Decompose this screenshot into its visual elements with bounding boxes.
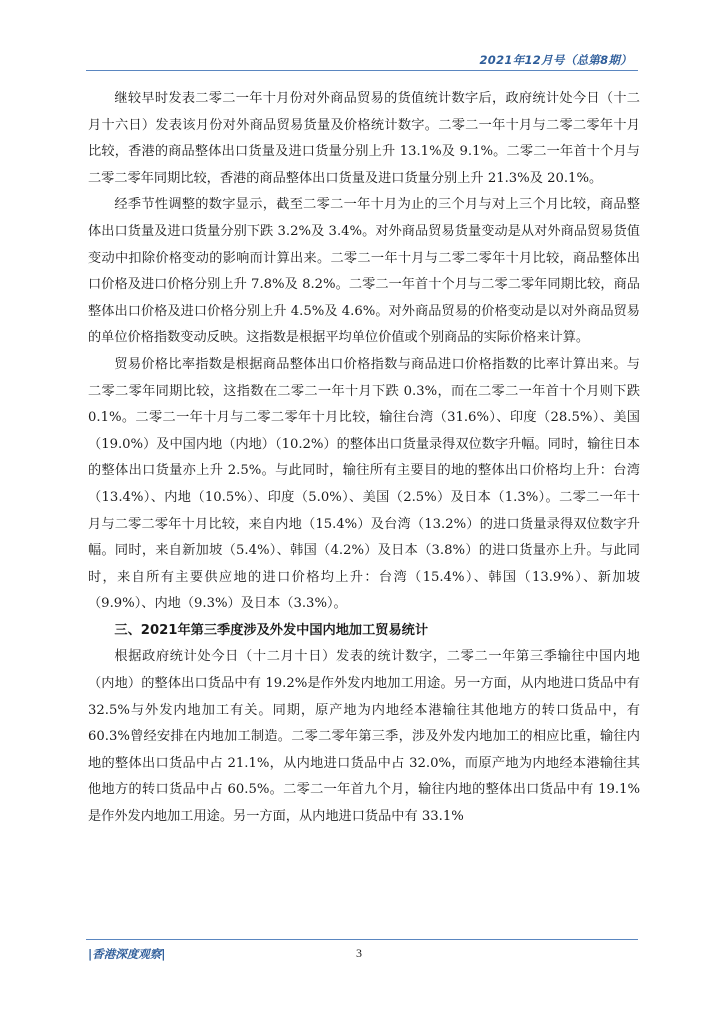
paragraph-seasonal-adjusted: 经季节性调整的数字显示，截至二零二一年十月为止的三个月与对上三个月比较，商品整体出口货量及进口货量分别下跌 3.2%及 3.4%。对外商品贸易货量变动是从对外商品贸易货值变动中扣除价格变动的影响而计算出来。二零二一年十月与二零二零年十月比较，商品整体出口价格及进口价格分别上升 7.8%及 8.2%。二零二一年首十个月与二零二零年同期比较，商品整体出口价格及进口价格分别上升 4.5%及 4.6%。对外商品贸易的价格变动是以对外商品贸易的单位价格指数变动反映。这指数是根据平均单位价值或个别商品的实际价格来计算。: [88, 197, 640, 346]
issue-header: 2021年12月号（总第8期）: [479, 53, 632, 67]
paragraph-volume-stats: 继较早时发表二零二一年十月份对外商品贸易的货值统计数字后，政府统计处今日（十二月十六日）发表该月份对外商品贸易货量及价格统计数字。二零二一年十月与二零二零年十月比较，香港的商品整体出口货量及进口货量分别上升 13.1%及 9.1%。二零二一年首十个月与二零二零年同期比较，香港的商品整体出口货量及进口货量分别上升 21.3%及 20.1%。: [88, 91, 640, 186]
section-heading: 三、2021年第三季度涉及外发中国内地加工贸易统计: [114, 622, 429, 638]
footer-divider: [86, 939, 638, 940]
paragraph-terms-of-trade: 贸易价格比率指数是根据商品整体出口价格指数与商品进口价格指数的比率计算出来。与二零二零年同期比较，这指数在二零二一年十月下跌 0.3%，而在二零二一年首十个月则下跌 0.1%。二零二一年十月与二零二零年十月比较，输往台湾（31.6%）、印度（28.5%）、美国（19.0%）及中国内地（内地）（10.2%）的整体出口货量录得双位数字升幅。同时，输往日本的整体出口货量亦上升 2.5%。与此同时，输往所有主要目的地的整体出口价格均上升：台湾（13.4%）、内地（10.5%）、印度（5.0%）、美国（2.5%）及日本（1.3%）。二零二一年十月与二零二零年十月比较，来自内地（15.4%）及台湾（13.2%）的进口货量录得双位数字升幅。同时，来自新加坡（5.4%）、韩国（4.2%）及日本（3.8%）的进口货量亦上升。与此同时，来自所有主要供应地的进口价格均上升：台湾（15.4%）、韩国（13.9%）、新加坡（9.9%）、内地（9.3%）及日本（3.3%）。: [88, 356, 640, 612]
article-body: [88, 86, 640, 831]
paragraph-processing-trade: 根据政府统计处今日（十二月十日）发表的统计数字，二零二一年第三季输往中国内地（内地）的整体出口货品中有 19.2%是作外发内地加工用途。另一方面，从内地进口货品中有 32.5%与外发内地加工有关。同期，原产地为内地经本港输往其他地方的转口货品中，有 60.3%曾经安排在内地加工制造。二零二零年第三季，涉及外发内地加工的相应比重，输往内地的整体出口货品中占 21.1%，从内地进口货品中占 32.0%，而原产地为内地经本港输往其他地方的转口货品中占 60.5%。二零二一年首九个月，输往内地的整体出口货品中有 19.1%是作外发内地加工用途。另一方面，从内地进口货品中有 33.1%: [88, 649, 640, 825]
header-divider: [86, 70, 638, 71]
publication-name: |香港深度观察|: [88, 947, 166, 961]
page-number: 3: [356, 946, 362, 960]
